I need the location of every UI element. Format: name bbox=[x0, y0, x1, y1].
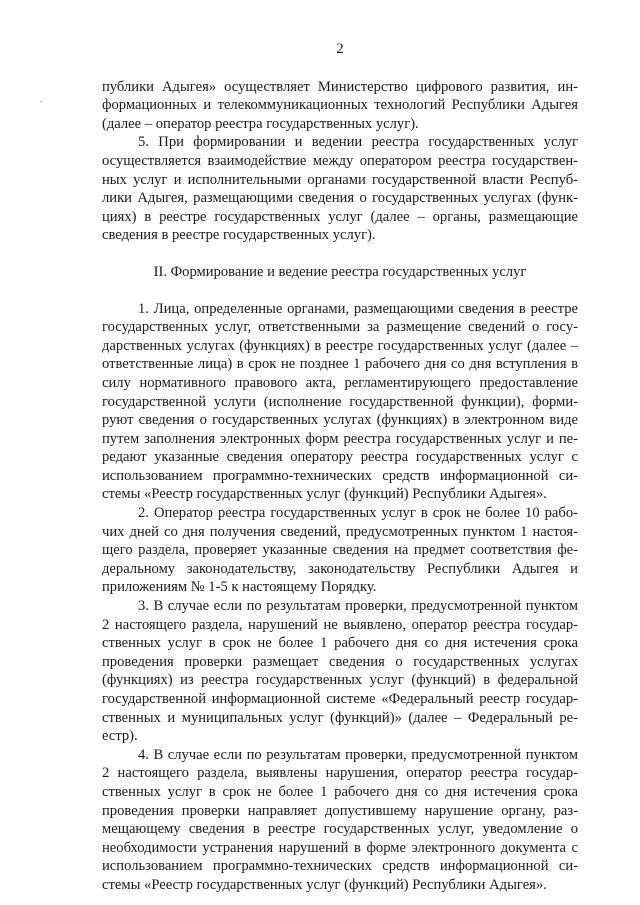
paragraph bbox=[102, 78, 578, 134]
text-line: публики Адыгея» осуществляет Министерство цифрового развития, ин- bbox=[102, 78, 578, 95]
text-line: использованием программно-технических средств информационной си- bbox=[102, 467, 578, 484]
text-line: проведения проверки размещает сведения о государственных услугах bbox=[102, 653, 578, 670]
document-page bbox=[102, 40, 578, 895]
text-line: 5. При формировании и ведении реестра государственных услуг bbox=[138, 134, 578, 151]
text-line: стемы «Реестр государственных услуг (функций) Республики Адыгея». bbox=[102, 876, 547, 893]
paragraph bbox=[102, 300, 578, 505]
text-line: путем заполнения электронных форм реестра государственных услуг и пе- bbox=[102, 430, 578, 447]
section-heading: II. Формирование и ведение реестра государственных услуг bbox=[153, 263, 527, 280]
paragraph bbox=[102, 597, 578, 746]
text-line: щего раздела, проверяет указанные сведения на предмет соответствия фе- bbox=[102, 542, 578, 559]
text-line: (далее – оператор реестра государственных услуг). bbox=[102, 115, 419, 132]
text-line: ственных услуг в срок не более 1 рабочего дня со дня истечения срока bbox=[102, 783, 578, 800]
text-line: естр). bbox=[102, 728, 138, 745]
text-line: 3. В случае если по результатам проверки, предусмотренной пунктом bbox=[138, 598, 578, 615]
text-line: осуществляется взаимодействие между оператором реестра государствен- bbox=[102, 152, 578, 169]
text-line: ственных и муниципальных услуг (функций)» (далее – Федеральный ре- bbox=[102, 709, 578, 726]
text-line: (функциях) из реестра государственных услуг (функций) в федеральной bbox=[102, 672, 578, 689]
text-line: ных услуг и исполнительными органами государственной власти Респуб- bbox=[102, 171, 578, 188]
text-line: государственной информационной системе «Федеральный реестр государ- bbox=[102, 691, 578, 707]
text-line: необходимости устранения нарушений в форме электронного документа с bbox=[102, 839, 578, 856]
text-line: формационных и телекоммуникационных технологий Республики Адыгея bbox=[102, 97, 578, 114]
text-line: 1. Лица, определенные органами, размещающими сведения в реестре bbox=[138, 300, 578, 317]
paragraph bbox=[102, 133, 578, 245]
text-line: руют сведения о государственных услугах (функциях) в электронном виде bbox=[102, 412, 578, 429]
page-number: 2 bbox=[336, 41, 344, 57]
scan-mark bbox=[40, 101, 42, 102]
text-line: 2 настоящего раздела, нарушений не выявлено, оператор реестра государ- bbox=[102, 616, 578, 633]
text-line: государственных услуг, ответственными за размещение сведений о госу- bbox=[102, 319, 578, 336]
text-line: дарственных услугах (функциях) в реестре государственных услуг (далее – bbox=[102, 337, 578, 354]
text-line: силу нормативного правового акта, регламентирующего предоставление bbox=[102, 374, 578, 391]
text-line: государственной услуги (исполнение государственной функции), форми- bbox=[102, 393, 578, 410]
text-line: чих дней со дня получения сведений, предусмотренных пунктом 1 настоя- bbox=[102, 523, 578, 540]
text-line: ственных услуг в срок не более 1 рабочего дня со дня истечения срока bbox=[102, 635, 578, 652]
text-line: ответственные лица) в срок не позднее 1 рабочего дня со дня вступления в bbox=[102, 356, 578, 373]
text-line: мещающему сведения в реестре государственных услуг, уведомление о bbox=[102, 821, 578, 838]
text-line: 2 настоящего раздела, выявлены нарушения, оператор реестра государ- bbox=[102, 765, 578, 782]
paragraph bbox=[102, 504, 578, 597]
text-line: сведения в реестре государственных услуг). bbox=[102, 227, 376, 244]
text-line: 4. В случае если по результатам проверки, предусмотренной пунктом bbox=[138, 746, 578, 763]
text-line: циях) в реестре государственных услуг (далее – органы, размещающие bbox=[102, 208, 578, 225]
text-line: лики Адыгея, размещающими сведения о государственных услугах (функ- bbox=[102, 190, 578, 207]
document-body bbox=[102, 78, 578, 895]
text-line: стемы «Реестр государственных услуг (функций) Республики Адыгея». bbox=[102, 486, 547, 503]
paragraph bbox=[102, 746, 578, 895]
text-line: использованием программно-технических средств информационной си- bbox=[102, 858, 578, 875]
text-line: проведения проверки направляет допустившему нарушение органу, раз- bbox=[102, 802, 578, 819]
text-line: приложениям № 1-5 к настоящему Порядку. bbox=[102, 579, 377, 596]
text-line: деральному законодательству, законодательству Республики Адыгея и bbox=[102, 560, 578, 577]
text-line: редают указанные сведения оператору реестра государственных услуг с bbox=[102, 449, 578, 466]
text-line: 2. Оператор реестра государственных услуг в срок не более 10 рабо- bbox=[138, 505, 578, 522]
